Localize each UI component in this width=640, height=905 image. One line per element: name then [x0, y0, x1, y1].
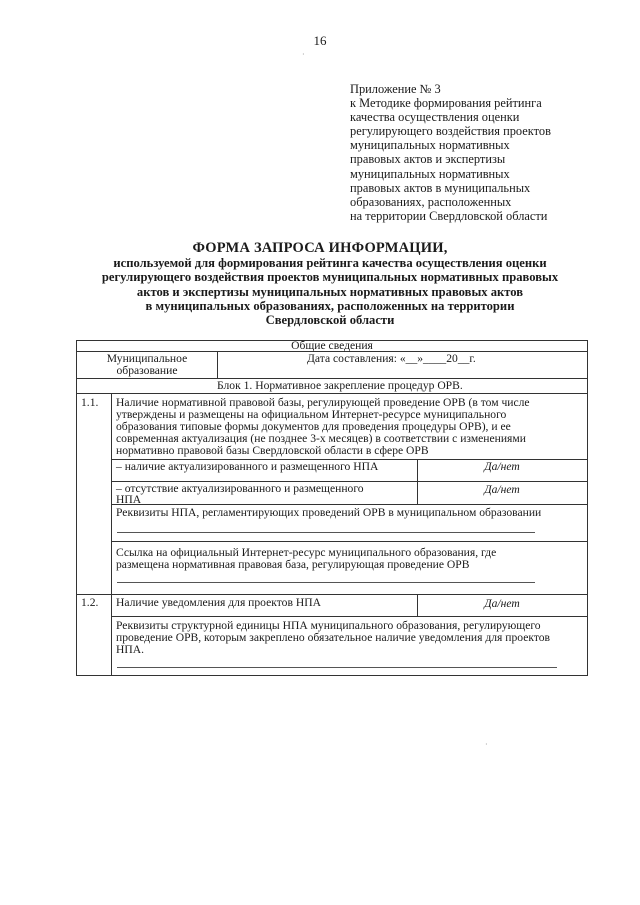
table-rule — [111, 393, 112, 675]
appendix-line: на территории Свердловской области — [350, 208, 548, 223]
form-title: ФОРМА ЗАПРОСА ИНФОРМАЦИИ, — [192, 240, 448, 256]
fill-in-line[interactable] — [117, 667, 557, 668]
row-number: 1.1. — [81, 396, 99, 409]
subitem-label: НПА — [116, 493, 142, 506]
appendix-line: муниципальных нормативных — [350, 138, 510, 153]
unit-requisites-label: проведение ОРВ, которым закреплено обязательное наличие уведомления для проектов — [116, 631, 551, 644]
general-info-header: Общие сведения — [291, 339, 373, 352]
form-subtitle-line: в муниципальных образованиях, расположенных на территории — [145, 298, 515, 313]
table-rule — [111, 541, 587, 542]
table-rule — [111, 616, 587, 617]
appendix-line: регулирующего воздействия проектов — [350, 124, 551, 139]
form-subtitle-line: актов и экспертизы муниципальных нормативных правовых актов — [136, 284, 524, 299]
row-description: Наличие уведомления для проектов НПА — [116, 596, 321, 609]
info-request-table — [76, 340, 588, 676]
row-description: нормативно правовой базы Свердловской области в сфере ОРВ — [116, 444, 429, 457]
table-rule — [217, 351, 218, 378]
scan-speck: · — [485, 740, 488, 749]
appendix-line: правовых актов и экспертизы — [350, 152, 506, 167]
subitem-label: – наличие актуализированного и размещенного НПА — [116, 460, 379, 473]
row-number: 1.2. — [81, 596, 99, 609]
unit-requisites-label: НПА. — [116, 643, 145, 656]
table-rule — [111, 504, 587, 505]
yes-no-field[interactable]: Да/нет — [484, 597, 520, 610]
appendix-line: образованиях, расположенных — [350, 194, 512, 209]
fill-in-line[interactable] — [117, 532, 535, 533]
appendix-block — [350, 82, 610, 223]
form-subtitle — [60, 256, 600, 327]
form-subtitle-line: используемой для формирования рейтинга качества осуществления оценки — [113, 256, 547, 270]
municipality-label: образование — [116, 364, 178, 377]
row-description: современная актуализация (не позднее 3-х месяцев) в соответствии с изменениями — [116, 432, 526, 445]
row-description: утверждены и размещены на официальном Интернет-ресурсе муниципального — [116, 408, 507, 421]
yes-no-field[interactable]: Да/нет — [484, 483, 520, 496]
appendix-line: правовых актов в муниципальных — [350, 180, 531, 195]
yes-no-field[interactable]: Да/нет — [484, 460, 520, 473]
page-number: 16 — [313, 33, 327, 48]
link-label: размещена нормативная правовая база, регулирующая проведение ОРВ — [116, 558, 470, 571]
subitem-label: – отсутствие актуализированного и размещенного — [116, 482, 364, 495]
table-rule — [77, 393, 587, 394]
requisites-label: Реквизиты НПА, регламентирующих проведений ОРВ в муниципальном образовании — [116, 506, 542, 519]
appendix-line: муниципальных нормативных — [350, 166, 510, 181]
municipality-label: Муниципальное — [106, 352, 188, 365]
table-rule — [77, 594, 587, 595]
unit-requisites-label: Реквизиты структурной единицы НПА муниципального образования, регулирующего — [116, 619, 541, 632]
form-subtitle-line: Свердловской области — [265, 313, 395, 328]
scan-speck: · — [302, 50, 305, 59]
form-subtitle-line: регулирующего воздействия проектов муниципальных нормативных правовых — [101, 270, 559, 285]
fill-in-line[interactable] — [117, 582, 535, 583]
appendix-line: качества осуществления оценки — [350, 110, 520, 125]
appendix-line: Приложение № 3 — [350, 82, 441, 96]
appendix-line: к Методике формирования рейтинга — [350, 96, 542, 111]
block-title: Блок 1. Нормативное закрепление процедур ОРВ. — [217, 379, 463, 392]
row-description: образования типовые формы документов для проведения процедуры ОРВ), и ее — [116, 420, 511, 433]
date-field: Дата составления: «__»____20__г. — [307, 352, 476, 365]
link-label: Ссылка на официальный Интернет-ресурс муниципального образования, где — [116, 546, 497, 559]
row-description: Наличие нормативной правовой базы, регулирующей проведение ОРВ (в том числе — [116, 396, 530, 409]
